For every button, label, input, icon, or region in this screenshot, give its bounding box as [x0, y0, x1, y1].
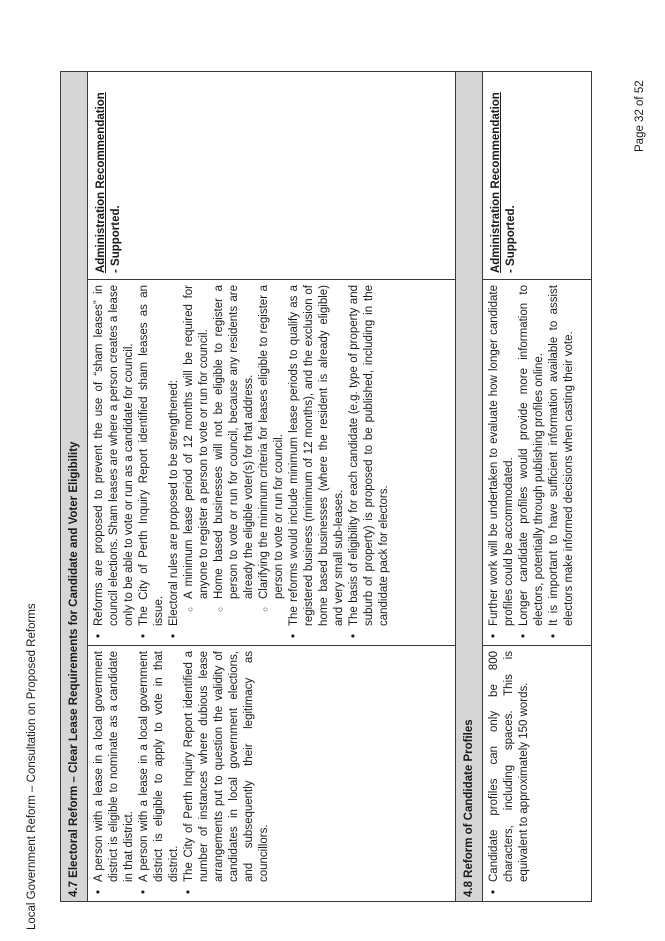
recommendation-heading: Administration Recommendation — [490, 92, 502, 273]
bullet-item: • The City of Perth Inquiry Report identified a number of instances where dubious lease arrangements put to question the validity of candidates in local government elections, and subsequently their legitimacy as councillors. — [182, 651, 272, 895]
current-situation-list — [487, 646, 532, 901]
current-situation-cell-4-7 — [88, 646, 455, 901]
section-4-7-header: 4.7 Electoral Reform – Clear Lease Requirements for Candidate and Voter Eligibility — [61, 72, 87, 901]
document-title: Local Government Reform – Consultation on Proposed Reforms — [26, 603, 38, 930]
bullet-item: • Further work will be undertaken to evaluate how longer candidate profiles could be accommodated. — [487, 285, 517, 639]
sub-bullet-item: ○ Clarifying the minimum criteria for leases eligible to register a person to vote or run for council. — [257, 285, 287, 612]
bullet-item: • Candidate profiles can only be 800 characters, including spaces. This is equivalent to approximately 150 words. — [487, 651, 532, 895]
bullet-item: • The basis of eligibility for each candidate (e.g. type of property and suburb of property) is proposed to be published, including in the candidate pack for electors. — [347, 285, 392, 639]
recommendation-heading: Administration Recommendation — [95, 92, 107, 273]
section-4-8-header: 4.8 Reform of Candidate Profiles — [456, 72, 482, 901]
bullet-text: Electoral rules are proposed to be strengthened: — [168, 379, 180, 626]
recommendation-value: - Supported. — [505, 205, 517, 273]
bullet-item: • It is important to have sufficient information available to assist electors make informed decisions when casting their vote. — [547, 285, 577, 639]
bullet-item: • The reforms would include minimum lease periods to qualify as a registered business (minimum of 12 months), and the exclusion of home based businesses (where the resident is already eligible) and very small sub-leases. — [287, 285, 347, 639]
bullet-item: • A person with a lease in a local government district is eligible to apply to vote in that district. — [137, 651, 182, 895]
bullet-item: • The City of Perth Inquiry Report identified sham leases as an issue. — [137, 285, 167, 639]
recommendation-cell-4-7 — [88, 72, 455, 279]
bullet-item — [167, 285, 287, 639]
proposed-reform-cell-4-8 — [483, 280, 591, 645]
recommendation-value: - Supported. — [110, 205, 122, 273]
current-situation-list — [92, 646, 272, 901]
proposed-reform-list — [487, 280, 577, 645]
sub-bullet-item: ○ A minimum lease period of 12 months will be required for anyone to register a person to vote or run for council. — [182, 285, 212, 612]
bullet-item: • Longer candidate profiles would provide more information to electors, potentially through publishing profiles online. — [517, 285, 547, 639]
recommendation-cell-4-8 — [483, 72, 591, 279]
page-number: Page 32 of 52 — [634, 80, 646, 152]
current-situation-cell-4-8 — [483, 646, 591, 901]
proposed-reform-cell-4-7 — [88, 280, 455, 645]
consultation-table — [60, 71, 592, 902]
proposed-reform-list — [92, 280, 392, 645]
sub-bullet-item: ○ Home based businesses will not be eligible to register a person to vote or run for council, because any residents are already the eligible voter(s) for that address. — [212, 285, 257, 612]
electoral-rules-sublist — [182, 285, 287, 612]
bullet-item: • A person with a lease in a local government district is eligible to nominate as a candidate in that district. — [92, 651, 137, 895]
bullet-item: • Reforms are proposed to prevent the use of “sham leases” in council elections. Sham leases are where a person creates a lease only to be able to vote or run as a candidate for council. — [92, 285, 137, 639]
